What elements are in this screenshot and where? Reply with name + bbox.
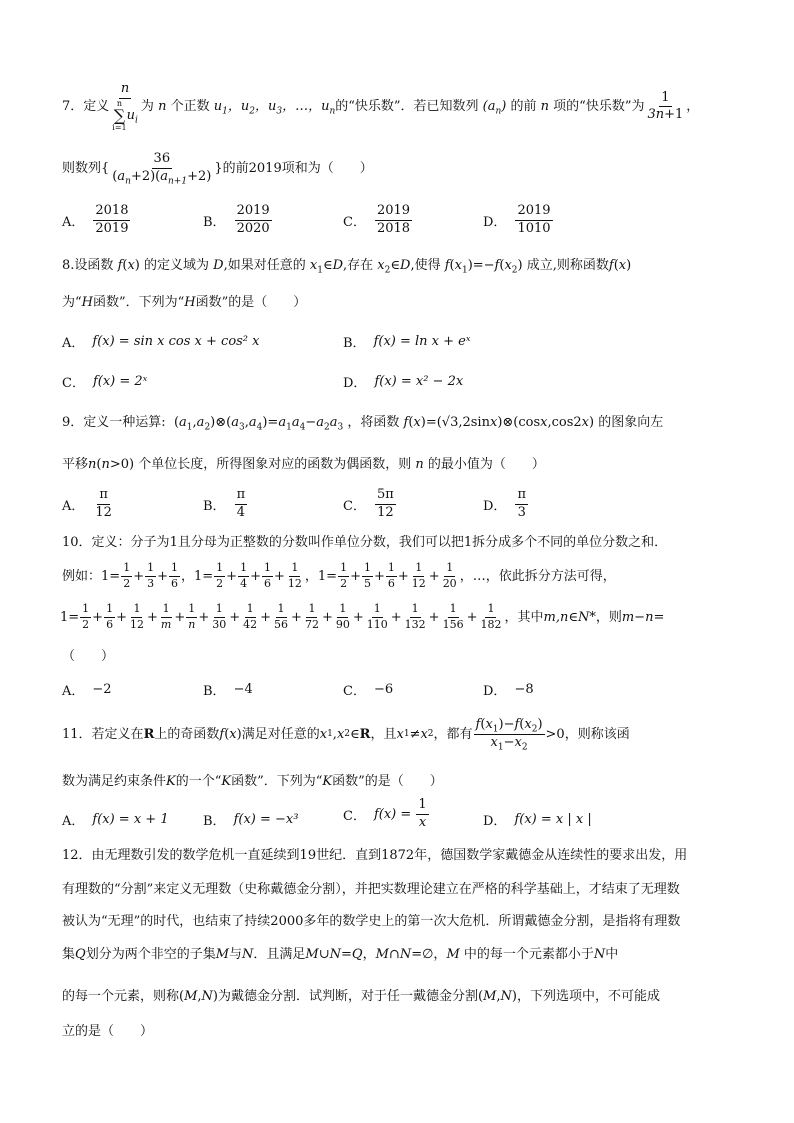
q8-line2: 为“H函数”．下列为“H函数”的是（ ） xyxy=(62,295,307,310)
q9-option-b[interactable]: B． $\frac{\pi}{4}$ xyxy=(203,487,246,520)
q7-happy-value: $\frac{1}{3n+1}$ xyxy=(647,89,684,123)
q11-line1: 11． 若定义在 R 上的奇函数 f ( x ) 满足对任意的 x 1 , x 2 ∈ R ，且 x 1 ≠ x 2 ，都有 $\frac{f(x_1)-f(x_2)}{x_1-x_2}$ >0 ，则称该函 xyxy=(62,717,630,753)
q11-option-a[interactable]: A． f(x) = x + 1 xyxy=(62,812,169,829)
q10-line2: 例如： 1= $\frac{1}{2}$ + $\frac{1}{3}$ + $\frac{1}{6}$ ，1= $\frac{1}{2}$ + $\frac{1}{4}$ + $\frac{1}{6}$ + $\frac{1}{12}$ ，1= $\frac{1}{2}$ + $\frac{1}{5}$ + $\frac{1}{6}$ + $\frac{1}{12}$ + $\frac{1}{20}$ ，… ，依此拆分方法可得， xyxy=(62,561,616,590)
q9-option-a[interactable]: A． $\frac{\pi}{12}$ xyxy=(62,487,112,520)
q12-line1: 12．由无理数引发的数学危机一直延续到19世纪．直到1872年，德国数学家戴德金从连续性的要求出发，用 xyxy=(62,848,688,863)
q11-option-b[interactable]: B． f(x) = −x³ xyxy=(203,812,299,829)
q10-option-c[interactable]: C． −6 xyxy=(343,682,394,699)
q12-line6: 立的是（ ） xyxy=(62,1024,154,1039)
q8-option-d[interactable]: D． f(x) = x² − 2x xyxy=(343,374,464,391)
q11-option-c[interactable]: C． f(x) = $\frac{1}{x}$ xyxy=(343,797,427,830)
q8-option-a[interactable]: A． f(x) = sin x cos x + cos² x xyxy=(62,334,260,351)
q10-line1: 10．定义：分子为1且分母为正整数的分数叫作单位分数，我们可以把1拆分成多个不同的单位分数之和． xyxy=(62,535,668,550)
q12-line5: 的每一个元素，则称(M,N)为戴德金分割．试判断，对于任一戴德金分割(M,N)，下列选项中，不可能成 xyxy=(62,989,661,1004)
q8-option-b[interactable]: B． f(x) = ln x + eˣ xyxy=(343,334,471,351)
q12-line3: 被认为“无理”的时代，也结束了持续2000多年的数学史上的第一次大危机．所谓戴德金分割，是指将有理数 xyxy=(62,914,681,929)
q10-option-b[interactable]: B． −4 xyxy=(203,682,253,699)
q7-option-d[interactable]: D． $\frac{2019}{1010}$ xyxy=(483,203,551,236)
q9-option-c[interactable]: C． $\frac{5\pi}{12}$ xyxy=(343,487,394,520)
q10-option-a[interactable]: A． −2 xyxy=(62,682,112,699)
q10-option-d[interactable]: D． −8 xyxy=(483,682,534,699)
q8-line1: 8.设函数 f(x) 的定义域为 D,如果对任意的 $x_1\in D$,存在 $x_2\in D$,使得 $f(x_1)=-f(x_2)$ 成立,则称函数f(x) xyxy=(62,258,632,276)
q7-option-c[interactable]: C． $\frac{2019}{2018}$ xyxy=(343,203,411,236)
q8-option-c[interactable]: C． f(x) = 2ˣ xyxy=(62,374,148,391)
q12-line2: 有理数的“分割”来定义无理数（史称戴德金分割），并把实数理论建立在严格的科学基础上，才结束了无理数 xyxy=(62,882,680,897)
q7-text: 定义 xyxy=(83,99,110,115)
q11-option-d[interactable]: D． f(x) = x | x | xyxy=(483,812,592,829)
q9-option-d[interactable]: D． $\frac{\pi}{3}$ xyxy=(483,487,526,520)
q9-line1: 9．定义一种运算: $(a_1,a_2)\otimes(a_3,a_4)=a_1a_4-a_2a_3$ ，将函数 f(x)=(√3,2sinx)⊗(cosx,cos2x) 的图象向左 xyxy=(62,415,664,433)
q9-line2: 平移n(n>0) 个单位长度，所得图象对应的函数为偶函数，则 n 的最小值为（ ） xyxy=(62,457,545,472)
q10-line3: 1= $\frac{1}{2}$ + $\frac{1}{6}$ + $\frac{1}{12}$ + $\frac{1}{m}$ + $\frac{1}{n}$ + $\frac{1}{30}$ + $\frac{1}{42}$ + $\frac{1}{56}$ + $\frac{1}{72}$ + $\frac{1}{90}$ + $\frac{1}{110}$ + $\frac{1}{132}$ + $\frac{1}{156}$ + $\frac{1}{182}$ ，其中 m,n∈N* ，则 m−n= xyxy=(60,602,665,631)
q11-line2: 数为满足约束条件K的一个“K函数”．下列为“K函数”的是（ ） xyxy=(62,774,443,789)
q7-line1: 7． 定义 n n ∑ $i=1u_i$ 为 n 个正数 $u_1$，$u_2$，$u_3$，…，$u_n$ 的“快乐数”．若已知数列 $(a_n)$ 的前 n 项的“快乐数”为 $\frac{1}{3n+1}$ ， xyxy=(62,81,700,132)
q7-line2: 则数列 { $\frac{36}{(a_n+2)(a_{n+1}+2)}$ } 的前 2019 项和为（ ） xyxy=(62,151,373,187)
q7-sequence-term: $\frac{36}{(a_n+2)(a_{n+1}+2)}$ xyxy=(112,151,212,187)
q7-happy-formula: n n ∑ $i=1u_i$ xyxy=(112,81,138,132)
q7-option-b[interactable]: B． $\frac{2019}{2020}$ xyxy=(203,203,270,236)
q7-number: 7． xyxy=(62,99,84,115)
q12-line4: 集Q划分为两个非空的子集M与N．且满足M∪N=Q，M∩N=∅，M 中的每一个元素都小于N中 xyxy=(62,947,619,962)
q10-paren: （ ） xyxy=(62,649,115,664)
q7-option-a[interactable]: A． $\frac{2018}{2019}$ xyxy=(62,203,129,236)
